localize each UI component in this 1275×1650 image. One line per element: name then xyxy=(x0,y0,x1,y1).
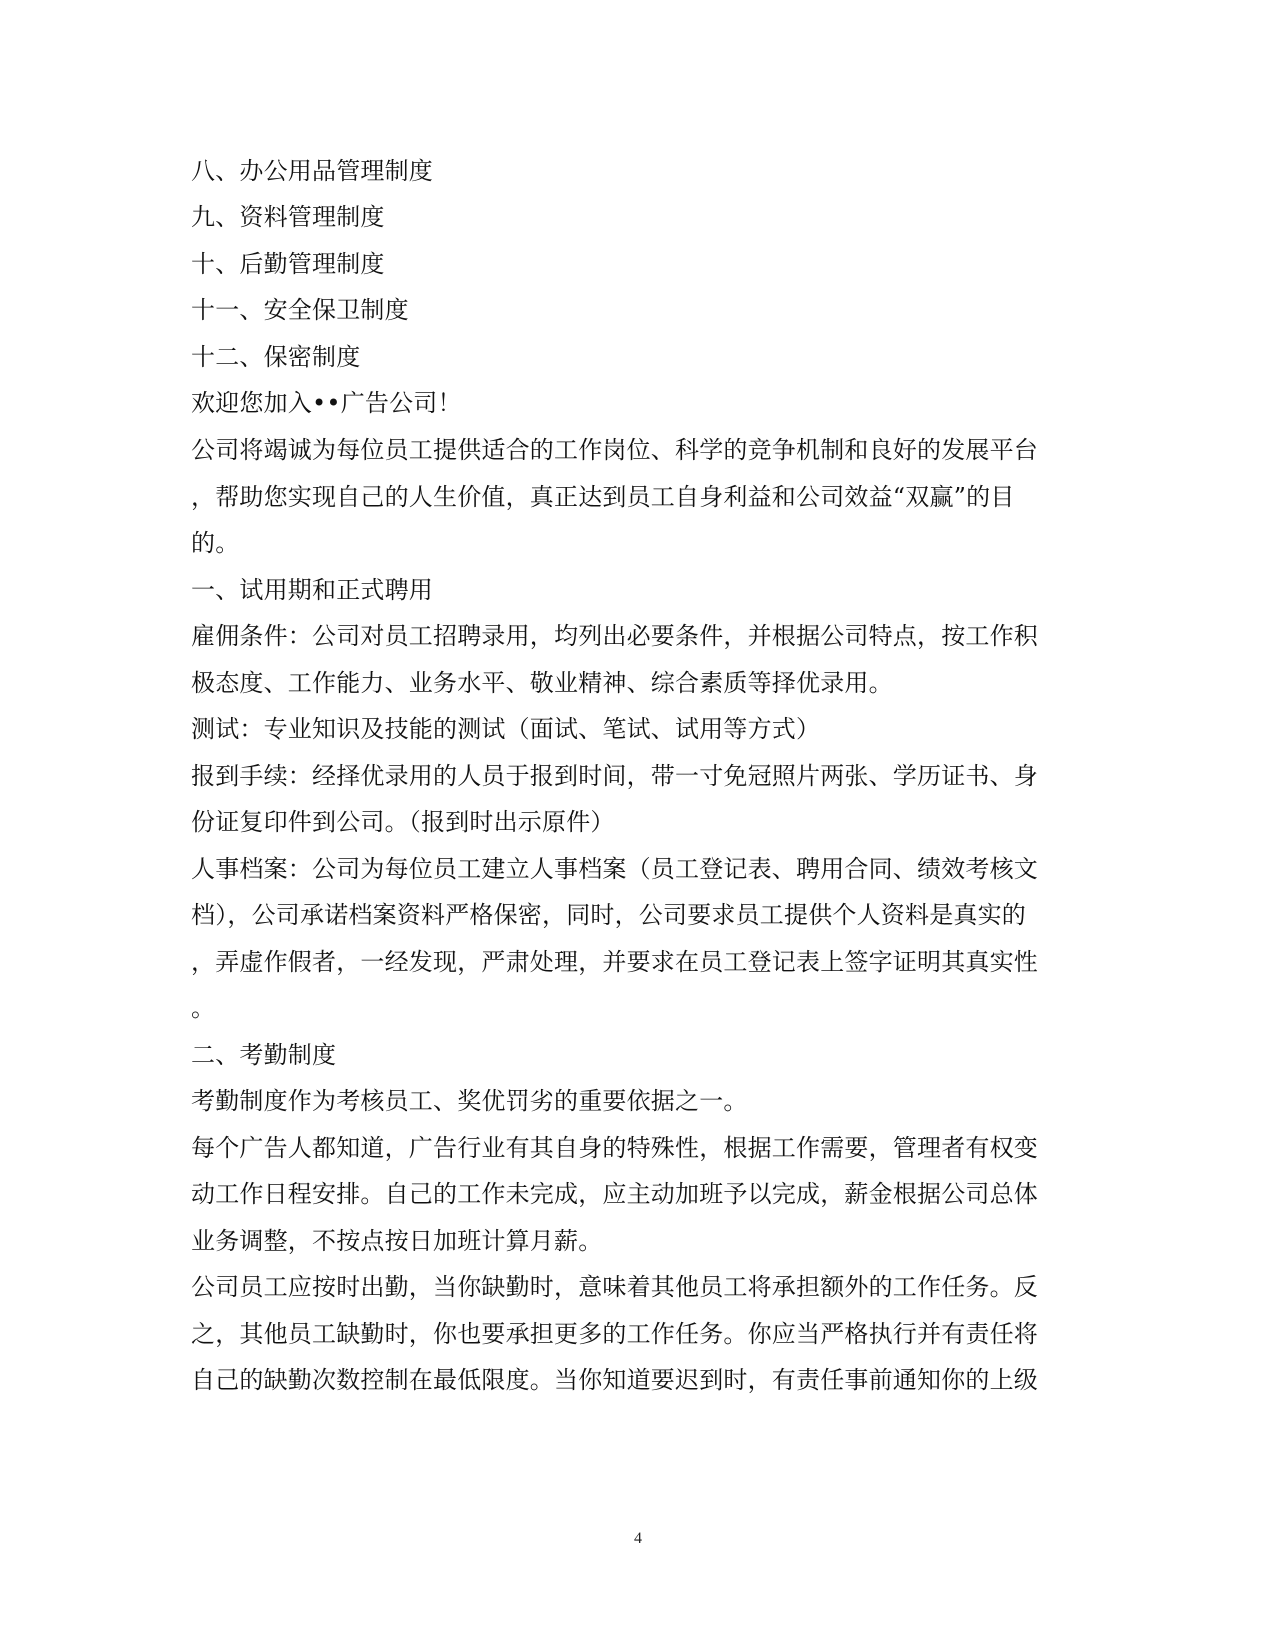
text-line: 公司员工应按时出勤，当你缺勤时，意味着其他员工将承担额外的工作任务。反 xyxy=(191,1273,1038,1301)
text-line: 极态度、工作能力、业务水平、敬业精神、综合素质等择优录用。 xyxy=(191,669,893,697)
text-line: ，弄虚作假者，一经发现，严肃处理，并要求在员工登记表上签字证明其真实性 xyxy=(191,948,1038,976)
text-line: 档），公司承诺档案资料严格保密，同时，公司要求员工提供个人资料是真实的 xyxy=(191,901,1026,929)
text-line: ，帮助您实现自己的人生价值，真正达到员工自身利益和公司效益“双赢”的目 xyxy=(191,483,1015,511)
text-line: 报到手续：经择优录用的人员于报到时间，带一寸免冠照片两张、学历证书、身 xyxy=(191,762,1038,790)
text-line: 十、后勤管理制度 xyxy=(191,250,385,278)
text-line: 考勤制度作为考核员工、奖优罚劣的重要依据之一。 xyxy=(191,1087,748,1115)
text-line: 的。 xyxy=(191,529,240,557)
page-number: 4 xyxy=(634,1530,642,1547)
text-line: 动工作日程安排。自己的工作未完成，应主动加班予以完成，薪金根据公司总体 xyxy=(191,1180,1038,1208)
text-line: 测试：专业知识及技能的测试（面试、笔试、试用等方式） xyxy=(191,715,821,743)
text-line: 人事档案：公司为每位员工建立人事档案（员工登记表、聘用合同、绩效考核文 xyxy=(191,855,1038,883)
text-line: 。 xyxy=(191,994,216,1022)
text-line: 自己的缺勤次数控制在最低限度。当你知道要迟到时，有责任事前通知你的上级 xyxy=(191,1366,1038,1394)
text-line: 十一、安全保卫制度 xyxy=(191,296,409,324)
text-line: 九、资料管理制度 xyxy=(191,203,385,231)
text-line: 之，其他员工缺勤时，你也要承担更多的工作任务。你应当严格执行并有责任将 xyxy=(191,1320,1038,1348)
section-heading: 二、考勤制度 xyxy=(191,1041,337,1069)
text-line: 雇佣条件：公司对员工招聘录用，均列出必要条件，并根据公司特点，按工作积 xyxy=(191,622,1038,650)
text-line: 份证复印件到公司。（报到时出示原件） xyxy=(191,808,615,836)
text-line: 每个广告人都知道，广告行业有其自身的特殊性，根据工作需要，管理者有权变 xyxy=(191,1134,1038,1162)
text-line: 公司将竭诚为每位员工提供适合的工作岗位、科学的竞争机制和良好的发展平台 xyxy=(191,436,1038,464)
text-line: 业务调整，不按点按日加班计算月薪。 xyxy=(191,1227,603,1255)
text-line: 欢迎您加入••广告公司！ xyxy=(191,389,462,417)
text-line: 八、办公用品管理制度 xyxy=(191,157,433,185)
text-line: 十二、保密制度 xyxy=(191,343,361,371)
section-heading: 一、试用期和正式聘用 xyxy=(191,576,433,604)
